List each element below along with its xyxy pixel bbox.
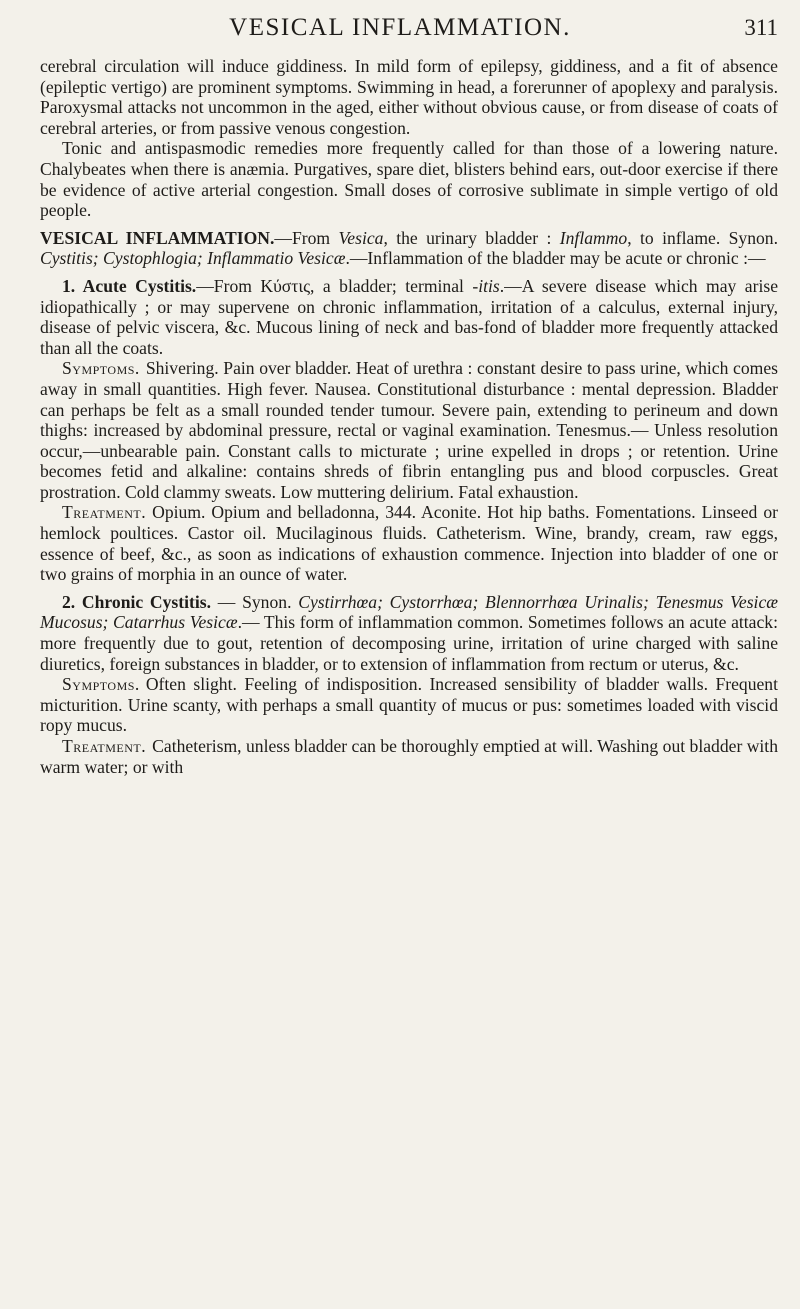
chronic-cystitis-heading: 2. Chronic Cystitis. <box>62 591 212 612</box>
page-number: 311 <box>744 15 778 40</box>
acute-text-1: —From Κύστις, a bladder; terminal <box>196 275 473 296</box>
entry-text-3: , to inflame. Synon. <box>627 227 778 248</box>
chronic-symptoms-label: Symptoms. <box>62 674 140 695</box>
paragraph-vertigo-continued: cerebral circulation will induce giddiness. In mild form of epilepsy, giddiness, and a fit of absence (epileptic vertigo) are prominent symptoms. Swimming in head, a forerunner of apoplexy and paralysis. Paroxysmal attacks not uncommon in the aged, either without obvious cause, or from disease of coats of cerebral arteries, or from passive venous congestion. <box>40 56 778 138</box>
acute-cystitis-heading: 1. Acute Cystitis. <box>62 275 197 296</box>
running-title: VESICAL INFLAMMATION. <box>229 14 571 41</box>
entry-text-4: .—Inflammation of the bladder may be acute or chronic :— <box>345 248 766 269</box>
entry-synonyms: Cystitis; Cystophlogia; Inflammatio Vesicæ <box>40 248 346 269</box>
chronic-text-2: .— This form of inflammation common. Sometimes follows an acute attack: more frequently due to gout, retention of decomposing urine, irritation of urine charged with saline diuretics, foreign substances in bladder, or to extension of inflammation from rectum or uterus, &c. <box>40 612 778 674</box>
entry-text-1: —From <box>274 227 339 248</box>
chronic-treatment-paragraph <box>40 736 778 777</box>
section-chronic-cystitis <box>40 592 778 674</box>
section-acute-cystitis <box>40 276 778 358</box>
chronic-symptoms-text: Often slight. Feeling of indisposition. Increased sensibility of bladder walls. Frequent micturition. Urine scanty, with perhaps a small quantity of mucus or pus: sometimes loaded with viscid ropy mucus. <box>40 674 778 736</box>
acute-terminal-itis: -itis <box>472 275 500 296</box>
page-header <box>0 6 800 42</box>
chronic-treatment-text: Catheterism, unless bladder can be thoroughly emptied at will. Washing out bladder with warm water; or with <box>40 736 778 777</box>
chronic-synonyms: Cystirrhœa; Cystorrhœa; Blennorrhœa Urinalis; Tenesmus Vesicæ Mucosus; Catarrhus Vesicæ <box>40 591 778 633</box>
acute-text-2: .—A severe disease which may arise idiopathically ; or may supervene on chronic inflammation, irritation of a calculus, external injury, disease of pelvic viscera, &c. Mucous lining of neck and bas-fond of bladder more frequently attacked than all the coats. <box>40 275 779 358</box>
entry-latin-vesica: Vesica <box>338 227 384 248</box>
acute-treatment-text: Opium. Opium and belladonna, 344. Aconite. Hot hip baths. Fomentations. Linseed or hemlock poultices. Castor oil. Mucilaginous fluids. Catheterism. Wine, brandy, cream, raw eggs, essence of beef, &c., as soon as indications of exhaustion commence. Injection into bladder of one or two grains of morphia in an ounce of water. <box>40 502 778 585</box>
paragraph-vertigo-treatment: Tonic and antispasmodic remedies more frequently called for than those of a lowering nature. Chalybeates when there is anæmia. Purgatives, spare diet, blisters behind ears, out-door exercise if there be evidence of active arterial congestion. Small doses of corrosive sublimate in simple vertigo of old people. <box>40 138 778 221</box>
acute-symptoms-paragraph <box>40 358 778 502</box>
acute-treatment-paragraph <box>40 502 778 584</box>
entry-latin-inflammo: Inflammo <box>559 227 628 248</box>
entry-vesical-inflammation <box>40 228 778 269</box>
entry-text-2: , the urinary bladder : <box>383 227 560 248</box>
page-body <box>40 56 778 777</box>
acute-treatment-label: Treatment. <box>62 502 147 523</box>
chronic-symptoms-paragraph <box>40 674 778 736</box>
chronic-text-1: — Synon. <box>211 591 299 612</box>
acute-symptoms-label: Symptoms. <box>62 358 140 379</box>
entry-headword: VESICAL INFLAMMATION. <box>40 227 275 248</box>
acute-symptoms-text: Shivering. Pain over bladder. Heat of urethra : constant desire to pass urine, which comes away in small quantities. High fever. Nausea. Constitutional disturbance : mental depression. Bladder can perhaps be felt as a small rounded tender tumour. Severe pain, extending to perineum and down thighs: increased by abdominal pressure, rectal or vaginal examination. Tenesmus.— Unless resolution occur,—unbearable pain. Constant calls to micturate ; urine expelled in drops ; or retention. Urine becomes fetid and alkaline: contains shreds of fibrin entangling pus and blood corpuscles. Great prostration. Cold clammy sweats. Low muttering delirium. Fatal exhaustion. <box>40 358 778 502</box>
chronic-treatment-label: Treatment. <box>62 736 147 756</box>
